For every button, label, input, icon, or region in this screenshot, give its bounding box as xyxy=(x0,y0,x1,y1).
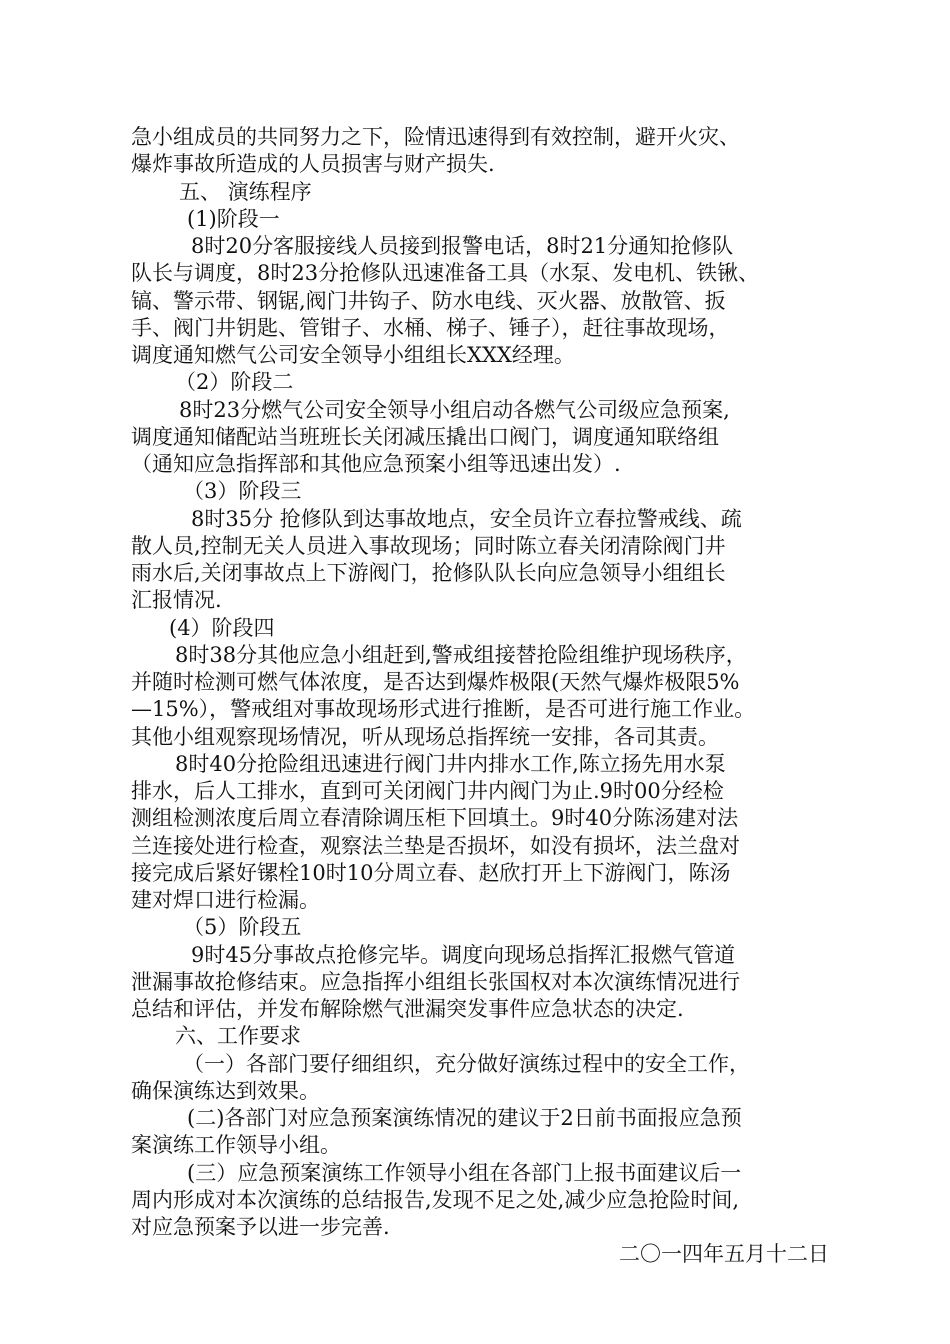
paragraph-line: 散人员,控制无关人员进入事故现场；同时陈立春关闭清除阀门井 xyxy=(131,533,726,558)
paragraph-line: (4）阶段四 xyxy=(169,615,275,640)
paragraph-line: 爆炸事故所造成的人员损害与财产损失. xyxy=(131,152,495,177)
paragraph-line: 手、阀门井钥匙、管钳子、水桶、梯子、锤子），赶往事故现场， xyxy=(131,315,730,340)
paragraph-line: 排水，后人工排水，直到可关闭阀门井内阀门为止.9时00分经检 xyxy=(131,779,724,803)
paragraph-line: 总结和评估，并发布解除燃气泄漏突发事件应急状态的决定. xyxy=(131,997,684,1021)
paragraph-line: 急小组成员的共同努力之下，险情迅速得到有效控制，避开火灾、 xyxy=(131,125,740,149)
paragraph-line: （2）阶段二 xyxy=(175,370,294,395)
paragraph-line: 六、工作要求 xyxy=(175,1024,301,1049)
paragraph-line: （5）阶段五 xyxy=(183,915,302,940)
paragraph-line: 队长与调度，8时23分抢修队迅速准备工具（水泵、发电机、铁锹、 xyxy=(131,261,760,286)
paragraph-line: 8时23分燃气公司安全领导小组启动各燃气公司级应急预案, xyxy=(179,397,730,422)
paragraph-line: 对应急预案予以进一步完善. xyxy=(131,1215,390,1239)
paragraph-line: (三）应急预案演练工作领导小组在各部门上报书面建议后一 xyxy=(187,1160,742,1185)
paragraph-line: （3）阶段三 xyxy=(183,479,302,504)
paragraph-line: 兰连接处进行检查，观察法兰垫是否损坏，如没有损坏，法兰盘对 xyxy=(131,833,740,858)
paragraph-line: 调度通知燃气公司安全领导小组组长XXX经理。 xyxy=(131,343,575,367)
paragraph-line: 泄漏事故抢修结束。应急指挥小组组长张国权对本次演练情况进行 xyxy=(131,969,740,994)
paragraph-line: 确保演练达到效果。 xyxy=(131,1078,320,1103)
paragraph-line: 雨水后,关闭事故点上下游阀门，抢修队队长向应急领导小组组长 xyxy=(131,561,726,585)
paragraph-line: 五、 演练程序 xyxy=(179,179,312,204)
document-body xyxy=(131,124,831,1269)
paragraph-line: （通知应急指挥部和其他应急预案小组等迅速出发）. xyxy=(131,452,621,476)
paragraph-line: 8时20分客服接线人员接到报警电话，8时21分通知抢修队 xyxy=(191,234,734,258)
paragraph-line: 9时45分事故点抢修完毕。调度向现场总指挥汇报燃气管道 xyxy=(191,942,736,967)
document-date: 二〇一四年五月十二日 xyxy=(619,1242,829,1267)
paragraph-line: 8时40分抢险组迅速进行阀门井内排水工作,陈立扬先用水泵 xyxy=(175,751,726,776)
paragraph-line: 并随时检测可燃气体浓度，是否达到爆炸极限(天然气爆炸极限5% xyxy=(131,670,740,694)
paragraph-line: 接完成后紧好镙栓10时10分周立春、赵欣打开上下游阀门，陈汤 xyxy=(131,860,731,885)
paragraph-line: （一）各部门要仔细组织，充分做好演练过程中的安全工作， xyxy=(183,1051,750,1076)
paragraph-line: 8时38分其他应急小组赶到,警戒组接替抢险组维护现场秩序， xyxy=(175,642,747,667)
paragraph-line: 测组检测浓度后周立春清除调压柜下回填土。9时40分陈汤建对法 xyxy=(131,806,739,831)
paragraph-line: 镐、警示带、钢锯,阀门井钩子、防水电线、灭火器、放散管、扳 xyxy=(131,288,726,313)
paragraph-line: (1)阶段一 xyxy=(187,206,280,231)
paragraph-line: 调度通知储配站当班班长关闭减压撬出口阀门，调度通知联络组 xyxy=(131,424,719,449)
paragraph-line: 汇报情况. xyxy=(131,588,222,613)
paragraph-line: 案演练工作领导小组。 xyxy=(131,1133,341,1158)
paragraph-line: —15%），警戒组对事故现场形式进行推断，是否可进行施工作业。 xyxy=(131,697,756,722)
paragraph-line: 其他小组观察现场情况，听从现场总指挥统一安排，各司其责。 xyxy=(131,724,719,749)
paragraph-line: 周内形成对本次演练的总结报告,发现不足之处,减少应急抢险时间, xyxy=(131,1187,740,1212)
paragraph-line: (二)各部门对应急预案演练情况的建议于2日前书面报应急预 xyxy=(187,1106,742,1130)
paragraph-line: 建对焊口进行检漏。 xyxy=(131,888,320,912)
paragraph-line: 8时35分 抢修队到达事故地点，安全员许立春拉警戒线、疏 xyxy=(191,506,742,531)
